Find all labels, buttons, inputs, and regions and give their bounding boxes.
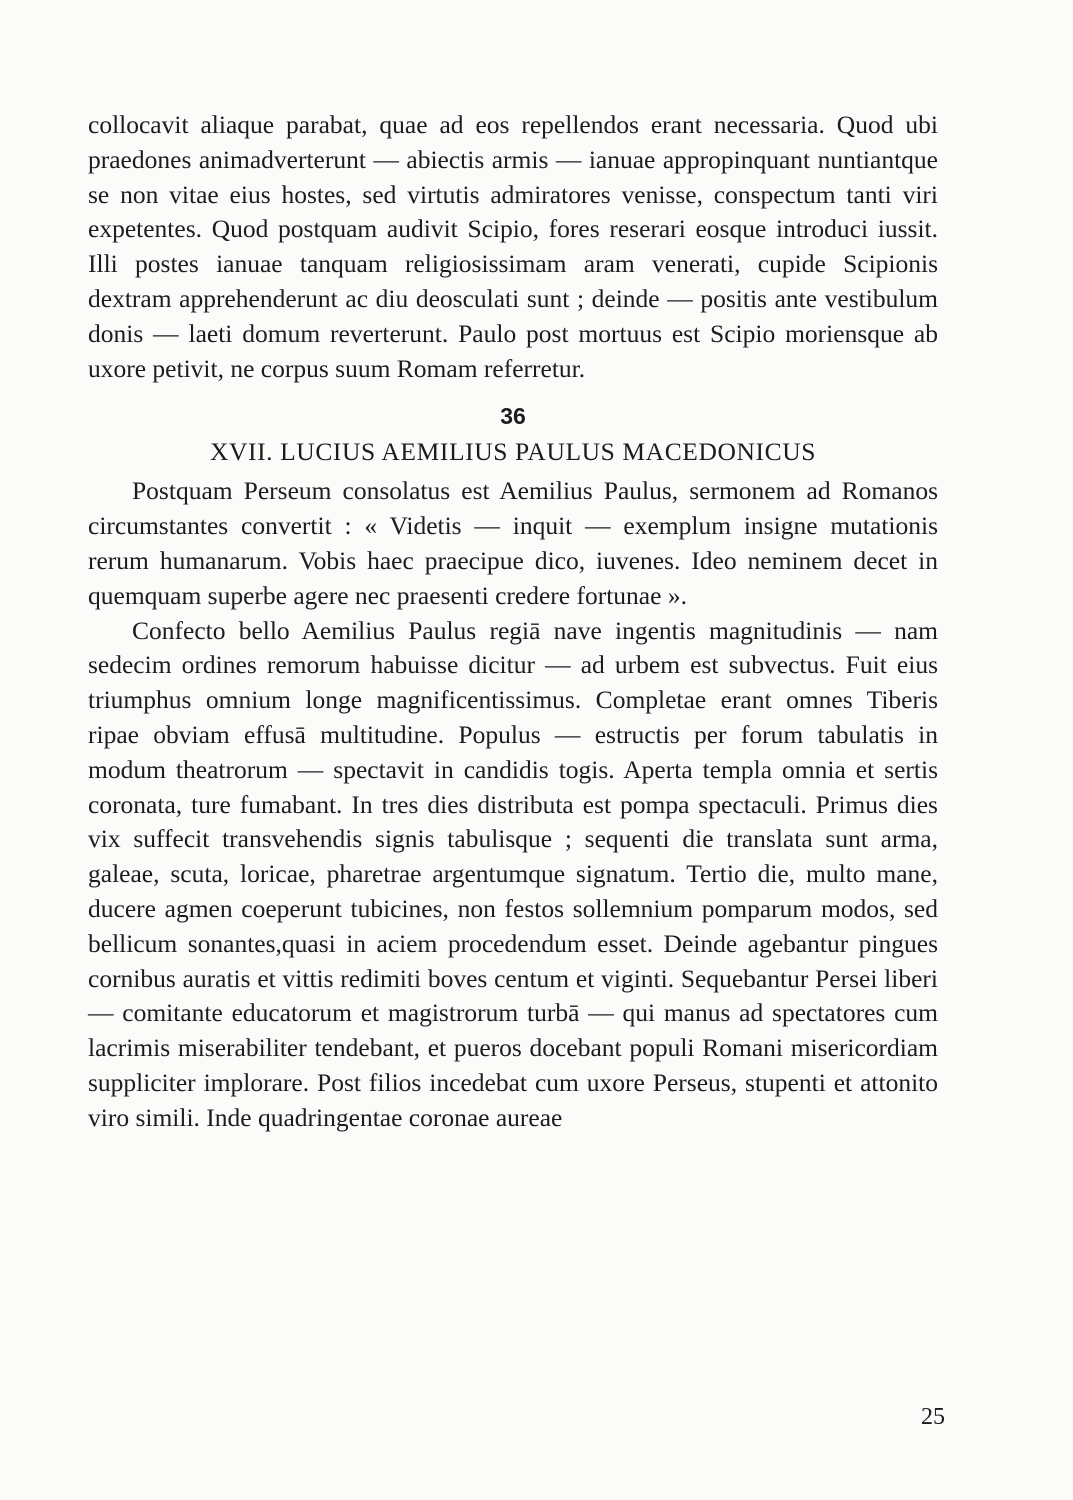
- paragraph-triumphus: Confecto bello Aemilius Paulus regiā nave ingentis magnitudinis — nam sedecim ordines remorum habuisse dicitur — ad urbem est subvectus. Fuit eius triumphus omnium longe magnificentissimus. Completae erant omnes Tiberis ripae obviam effusā multitudine. Populus — estructis per forum tabulatis in modum theatrorum — spectavit in candidis togis. Aperta templa omnia et sertis coronata, ture fumabant. In tres dies distributa est pompa spectaculi. Primus dies vix suffecit transvehendis signis tabulisque ; sequenti die translata sunt arma, galeae, scuta, loricae, pharetrae argentumque signatum. Tertio die, multo mane, ducere agmen coeperunt tubicines, non festos sollemnium pomparum modos, sed bellicum sonantes,quasi in aciem procedendum esset. Deinde agebantur pingues cornibus auratis et vittis redimiti boves centum et viginti. Sequebantur Persei liberi — comitante educatorum et magistrorum turbā — qui manus ad spectatores cum lacrimis miserabiliter tendebant, et pueros docebant populi Romani misericordiam suppliciter implorare. Post filios incedebat cum uxore Perseus, stupenti et attonito viro simili. Inde quadringentae coronae aureae: [88, 615, 938, 1132]
- section-number: 36: [500, 403, 526, 430]
- page-number: 25: [921, 1404, 945, 1430]
- paragraph-scipio-ending: collocavit aliaque parabat, quae ad eos repellendos erant necessaria. Quod ubi praedones animadverterunt — abiectis armis — ianuae appropinquant nuntiantque se non vitae eius hostes, sed virtutis admiratores venisse, conspectum tanti viri expetentes. Quod postquam audivit Scipio, fores reserari eosque introduci iussit. Illi postes ianuae tanquam religiosissimam aram venerati, cupide Scipionis dextram apprehenderunt ac diu deosculati sunt ; deinde — positis ante vestibulum donis — laeti domum reverterunt. Paulo post mortuus est Scipio moriensque ab uxore petivit, ne corpus suum Romam referretur.: [88, 110, 938, 383]
- paragraph-perseum: Postquam Perseum consolatus est Aemilius Paulus, sermonem ad Romanos circumstantes convertit : « Videtis — inquit — exemplum insigne mutationis rerum humanarum. Vobis haec praecipue dico, iuvenes. Ideo neminem decet in quemquam superbe agere nec praesenti credere fortunae ».: [88, 476, 938, 610]
- section-title: XVII. LUCIUS AEMILIUS PAULUS MACEDONICUS: [209, 437, 817, 467]
- page-body: [88, 108, 938, 1136]
